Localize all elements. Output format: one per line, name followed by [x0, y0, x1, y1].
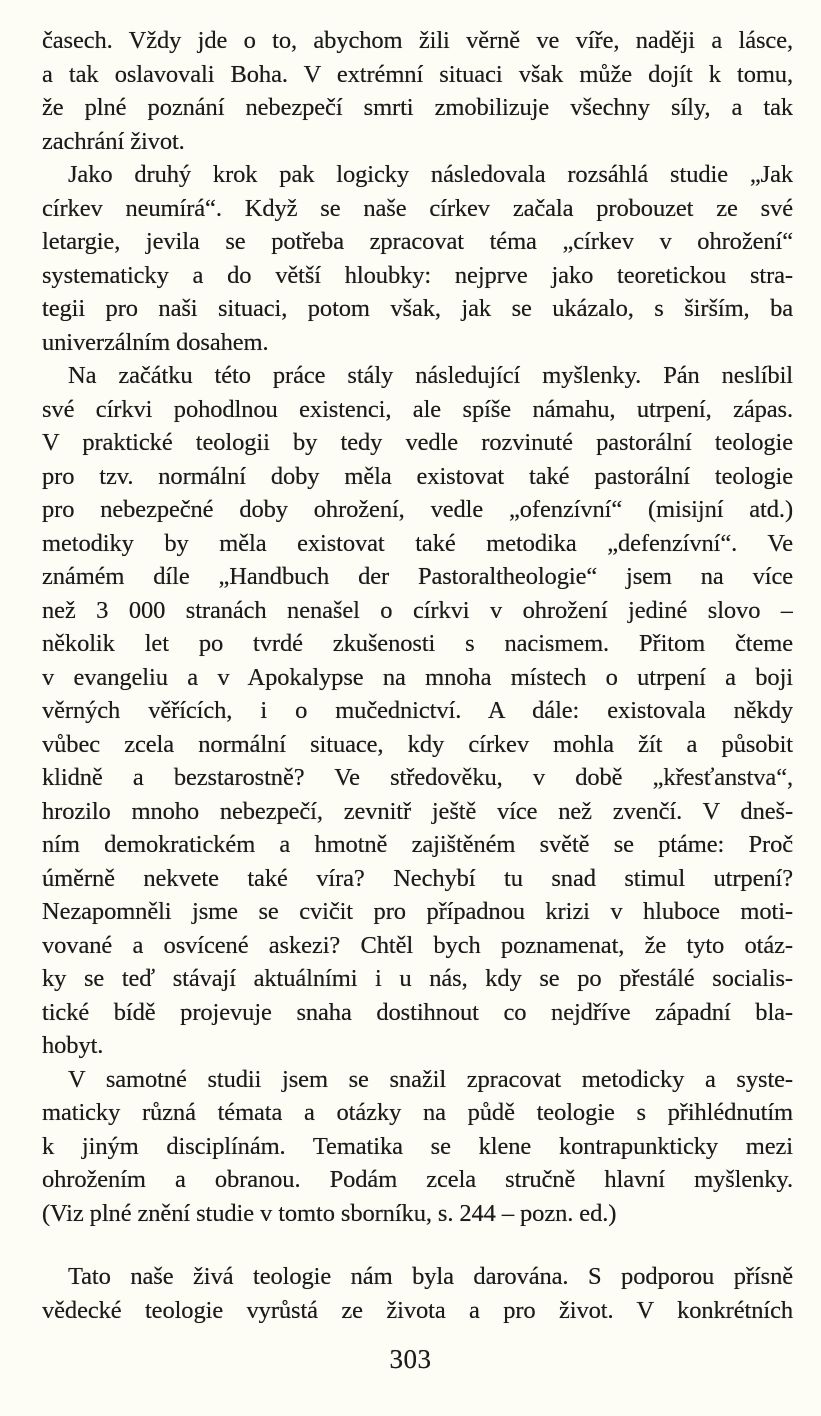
- text-line: Na začátku této práce stály následující myšlenky. Pán neslíbil: [68, 362, 793, 389]
- paragraph: [42, 1260, 793, 1327]
- text-line: systematicky a do větší hloubky: nejprve jako teoretickou stra-: [42, 261, 793, 289]
- text-line: k jiným disciplínám. Tematika se klene kontrapunkticky mezi: [42, 1132, 793, 1160]
- text-line: že plné poznání nebezpečí smrti zmobilizuje všechny síly, a tak: [42, 94, 793, 121]
- paragraph: [42, 1063, 793, 1231]
- text-line: Tato naše živá teologie nám byla darována. S podporou přísně: [68, 1263, 793, 1290]
- text-line: známém díle „Handbuch der Pastoraltheologie“ jsem na více: [42, 563, 793, 590]
- text-block: [42, 24, 793, 1327]
- text-line: ky se teď stávají aktuálními i u nás, kdy se po přestálé socialis-: [42, 965, 793, 992]
- text-line: pro nebezpečné doby ohrožení, vedle „ofenzívní“ (misijní atd.): [42, 496, 793, 523]
- text-line: než 3 000 stranách nenašel o církvi v ohrožení jediné slovo –: [42, 596, 793, 624]
- paragraph: [42, 158, 793, 359]
- text-line: své církvi pohodlnou existenci, ale spíše námahu, utrpení, zápas.: [42, 395, 793, 423]
- text-line: letargie, jevila se potřeba zpracovat téma „církev v ohrožení“: [42, 228, 793, 255]
- text-line: vované a osvícené askezi? Chtěl bych poznamenat, že tyto otáz-: [42, 931, 793, 959]
- text-line: a tak oslavovali Boha. V extrémní situaci však může dojít k tomu,: [42, 60, 793, 88]
- paragraph: [42, 24, 793, 158]
- text-line: ohrožením a obranou. Podám zcela stručně hlavní myšlenky.: [42, 1166, 793, 1193]
- text-line: klidně a bezstarostně? Ve středověku, v době „křesťanstva“,: [42, 764, 793, 791]
- text-line: (Viz plné znění studie v tomto sborníku, s. 244 – pozn. ed.): [42, 1199, 617, 1227]
- text-line: tické bídě projevuje snaha dostihnout co nejdříve západní bla-: [42, 998, 793, 1026]
- text-line: pro tzv. normální doby měla existovat také pastorální teologie: [42, 462, 793, 490]
- text-line: vědecké teologie vyrůstá ze života a pro život. V konkrétních: [42, 1296, 793, 1324]
- text-line: úměrně nekvete také víra? Nechybí tu snad stimul utrpení?: [42, 864, 793, 892]
- text-line: věrných věřících, i o mučednictví. A dále: existovala někdy: [42, 697, 793, 724]
- text-line: vůbec zcela normální situace, kdy církev mohla žít a působit: [42, 730, 793, 758]
- text-line: hrozilo mnoho nebezpečí, zevnitř ještě více než zvenčí. V dneš-: [42, 797, 793, 825]
- paragraph: [42, 359, 793, 1063]
- page-number: 303: [389, 1344, 432, 1374]
- text-line: Jako druhý krok pak logicky následovala rozsáhlá studie „Jak: [68, 161, 793, 188]
- text-line: maticky různá témata a otázky na půdě teologie s přihlédnutím: [42, 1099, 793, 1126]
- text-line: Nezapomněli jsme se cvičit pro případnou krizi v hluboce moti-: [42, 898, 793, 925]
- text-line: metodiky by měla existovat také metodika „defenzívní“. Ve: [42, 529, 793, 557]
- text-line: ním demokratickém a hmotně zajištěném světě se ptáme: Proč: [42, 831, 793, 858]
- text-line: V praktické teologii by tedy vedle rozvinuté pastorální teologie: [42, 429, 793, 456]
- text-line: v evangeliu a v Apokalypse na mnoha místech o utrpení a boji: [42, 663, 793, 691]
- text-line: církev neumírá“. Když se naše církev začala probouzet ze své: [42, 194, 793, 222]
- text-line: univerzálním dosahem.: [42, 328, 269, 356]
- text-line: několik let po tvrdé zkušenosti s nacismem. Přitom čteme: [42, 630, 793, 657]
- text-line: hobyt.: [42, 1032, 104, 1059]
- text-line: tegii pro naši situaci, potom však, jak se ukázalo, s širším, ba: [42, 295, 793, 322]
- text-line: zachrání život.: [42, 127, 185, 155]
- text-line: V samotné studii jsem se snažil zpracovat metodicky a syste-: [68, 1065, 793, 1093]
- text-line: časech. Vždy jde o to, abychom žili věrně ve víře, naději a lásce,: [42, 27, 793, 54]
